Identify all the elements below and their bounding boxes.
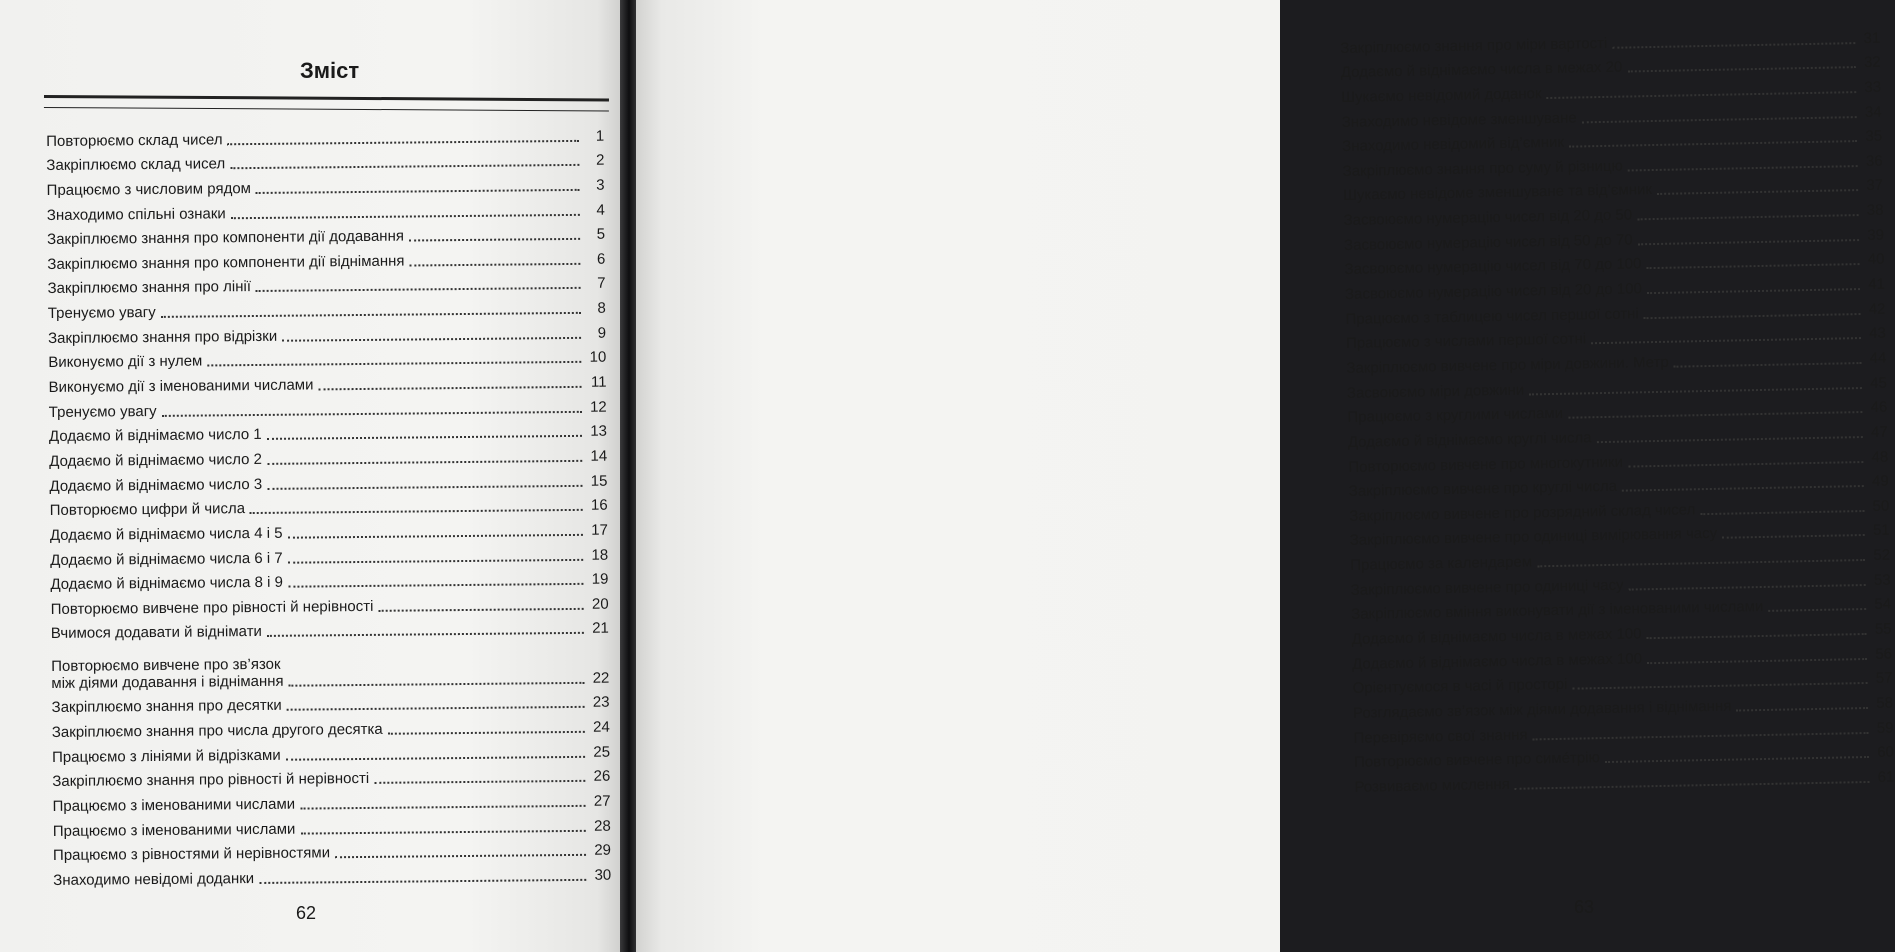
toc-entry-title: Закріплюємо вміння виконувати дії з іменованими числами: [1351, 598, 1764, 624]
toc-entry-page: 45: [1869, 374, 1887, 392]
toc-entry-page: 34: [1864, 103, 1882, 121]
dot-leader: [288, 583, 583, 588]
dot-leader: [1515, 781, 1870, 790]
toc-entry-title: Додаємо й віднімаємо числа в межах 100: [1351, 625, 1642, 648]
toc-entry-title: Закріплюємо вивчене про круглі числа: [1348, 477, 1618, 501]
toc-entry-title: Працюємо за календарем: [1350, 553, 1533, 574]
toc-entry-page: 26: [593, 767, 611, 786]
page-number-right: 63: [1574, 897, 1595, 917]
dot-leader: [409, 238, 580, 242]
toc-entry-title: Додаємо й віднімаємо число 3: [49, 475, 263, 495]
toc-entry-page: 56: [1875, 645, 1893, 663]
page-number-left: 62: [296, 903, 317, 923]
toc-entry-page: 12: [589, 398, 607, 416]
toc-entry-title: Орієнтуємося в часі й просторі: [1352, 676, 1568, 698]
toc-entry-page: 35: [1865, 127, 1883, 146]
toc-entry-title: Закріплюємо знання про компоненти дії віднімання: [47, 252, 405, 273]
left-page: [0, 0, 622, 952]
toc-entry-title: Закріплюємо вивчене про міри довжини. Метр: [1346, 353, 1669, 377]
toc-entry-title: Повторюємо вивчене про зв’язок між діями додавання і віднімання: [51, 655, 284, 692]
toc-entry-title: Виконуємо дії з нулем: [48, 352, 203, 372]
toc-entry-title: Засвоюємо нумерацію чисел від 50 до 70: [1343, 231, 1633, 254]
toc-entry-title: Закріплюємо знання про числа другого десятка: [51, 720, 383, 742]
dot-leader: [318, 386, 581, 391]
toc-entry-page: 54: [1874, 595, 1892, 614]
toc-entry-title: Працюємо з числами першої сотні: [1345, 330, 1587, 353]
toc-entry-title: Закріплюємо знання про десятки: [51, 697, 282, 717]
dot-leader: [378, 608, 583, 612]
dot-leader: [256, 287, 581, 292]
dot-leader: [1700, 510, 1864, 515]
toc-entry-title: Засвоюємо нумерацію чисел від 70 до 100: [1344, 255, 1642, 279]
toc-entry-page: 21: [592, 620, 609, 638]
toc-list-right: [1340, 22, 1895, 796]
toc-entry-page: 9: [597, 324, 607, 342]
toc-entry-page: 30: [594, 866, 612, 884]
toc-entry-page: 14: [590, 447, 608, 465]
toc-entry-page: 50: [1872, 497, 1890, 515]
toc-entry-title: Шукаємо невідомий доданок: [1341, 85, 1542, 106]
toc-entry-page: 2: [595, 151, 605, 170]
toc-entry-title: Перевіряємо свої знання: [1353, 726, 1528, 747]
toc-entry-page: 37: [1866, 177, 1884, 195]
dot-leader: [335, 854, 586, 858]
toc-entry-title: Закріплюємо знання про відрізки: [47, 327, 278, 347]
toc-entry: [51, 637, 609, 692]
dot-leader: [282, 337, 581, 342]
toc-entry-title: Закріплюємо вивчене про одиниці вимірювання часу: [1349, 525, 1718, 550]
toc-entry-page: 44: [1869, 349, 1887, 367]
dot-leader: [288, 558, 583, 563]
toc-entry-page: 32: [1863, 53, 1881, 72]
toc-entry-page: 20: [591, 595, 609, 613]
dot-leader: [410, 263, 581, 267]
toc-entry-title: Повторюємо вивчене про рівності й нерівності: [50, 597, 374, 618]
toc-entry-page: 46: [1870, 398, 1888, 417]
toc-entry-title: Працюємо з іменованими числами: [52, 820, 296, 840]
toc-entry-title: Знаходимо невідомий від’ємник: [1342, 133, 1565, 156]
toc-entry-page: 11: [590, 373, 607, 391]
toc-entry-page: 52: [1873, 546, 1891, 564]
toc-entry-page: 47: [1870, 423, 1888, 441]
dot-leader: [300, 805, 585, 810]
right-page: [636, 0, 1895, 952]
toc-entry-page: 17: [591, 521, 608, 539]
toc-entry-title: Додаємо й віднімаємо числа 6 і 7: [50, 549, 283, 569]
toc-entry-title: Закріплюємо вивчене про одиниці часу: [1350, 576, 1624, 599]
toc-entry-page: 42: [1868, 300, 1886, 318]
toc-title: Зміст: [300, 58, 360, 83]
toc-entry-page: 53: [1873, 571, 1891, 589]
toc-entry-page: 13: [590, 422, 608, 441]
toc-entry-page: 15: [590, 472, 608, 490]
toc-entry-title: Засвоюємо нумерацію чисел від 20 до 50: [1343, 206, 1633, 230]
toc-entry-page: 59: [1876, 719, 1894, 737]
toc-entry-page: 43: [1869, 324, 1887, 343]
toc-entry-page: 25: [593, 743, 611, 761]
toc-entry-title: Тренуємо увагу: [48, 402, 157, 421]
toc-entry-title: Повторюємо вивчене про симе́трію: [1353, 749, 1600, 772]
toc-entry-title: Повторюємо цифри й числа: [49, 500, 246, 520]
toc-entry-title: Додаємо й віднімаємо числа в межах 100: [1351, 649, 1643, 673]
toc-entry-title: Закріплюємо знання про лінії: [47, 278, 252, 298]
dot-leader: [287, 706, 585, 711]
toc-entry-page: 7: [597, 275, 606, 293]
toc-entry-page: 22: [592, 669, 610, 687]
toc-entry-title: Закріплюємо знання про компоненти дії додавання: [47, 227, 405, 249]
toc-entry-page: 58: [1876, 694, 1894, 712]
toc-entry-page: 6: [596, 250, 606, 268]
toc-entry-title: Засвоюємо нумерацію чисел від 20 до 100: [1344, 280, 1643, 303]
toc-entry-title: Працюємо з таблицею чисел першої сотні: [1345, 305, 1639, 328]
toc-entry-title: Виконуємо дії з іменованими числами: [48, 376, 314, 397]
dot-leader: [388, 731, 585, 735]
toc-entry-title: Додаємо й віднімаємо числа в межах 20: [1340, 58, 1623, 82]
toc-entry-title: Працюємо з рівностями й нерівностями: [52, 844, 331, 865]
toc-entry-title: Додаємо й віднімаємо числа 4 і 5: [49, 524, 283, 544]
toc-entry-title: Закріплюємо знання про суму й різницю: [1342, 157, 1623, 180]
toc-entry-page: 40: [1867, 250, 1885, 269]
dot-leader: [289, 682, 585, 687]
toc-entry-page: 18: [591, 546, 609, 564]
toc-entry-title: Шукаємо невідоме зменшуване та від’ємник: [1342, 181, 1653, 205]
toc-entry-title: Знаходимо невідомі доданки: [53, 869, 255, 889]
dot-leader: [1736, 707, 1868, 712]
toc-entry-page: 57: [1875, 669, 1893, 688]
toc-entry-title: Розглядаємо зв’язок між діями додавання і віднімання: [1352, 697, 1732, 722]
dot-leader: [267, 435, 582, 440]
toc-entry-title: Працюємо з лініями й відрізками: [51, 746, 281, 766]
dot-leader: [374, 780, 585, 784]
toc-entry-page: 60: [1877, 743, 1895, 762]
toc-entry-title: Закріплюємо знання про рівності й нерівності: [52, 770, 370, 791]
toc-entry-page: 4: [596, 201, 605, 219]
dot-leader: [300, 829, 585, 834]
dot-leader: [250, 509, 583, 514]
toc-entry-page: 33: [1864, 78, 1882, 96]
toc-entry-title: Додаємо й віднімаємо числа 8 і 9: [50, 573, 284, 594]
toc-entry-page: 61: [1877, 768, 1895, 786]
toc-entry-title: Додаємо й віднімаємо круглі числа: [1347, 429, 1592, 451]
toc-entry-page: 38: [1866, 201, 1884, 220]
toc-entry-page: 19: [591, 570, 609, 588]
toc-entry-title: Знаходимо невідоме зменшуване: [1341, 109, 1577, 131]
toc-entry-page: 36: [1865, 152, 1883, 170]
toc-entry-title: Працюємо з круглими числами: [1347, 405, 1564, 427]
toc-entry-page: 3: [596, 176, 605, 194]
toc-entry-page: 5: [596, 225, 606, 243]
toc-entry-page: 1: [595, 127, 605, 145]
toc-entry-title: Закріплюємо склад чисел: [46, 155, 226, 175]
toc-entry-page: 27: [593, 792, 611, 810]
toc-entry-title: Додаємо й віднімаємо число 2: [49, 450, 263, 470]
dot-leader: [259, 879, 586, 884]
toc-entry-page: 41: [1868, 275, 1886, 293]
toc-entry-page: 24: [593, 718, 610, 736]
dot-leader: [267, 460, 582, 465]
dot-leader: [1768, 608, 1866, 612]
toc-entry-page: 8: [597, 299, 606, 317]
toc-entry-page: 10: [589, 349, 607, 367]
toc-entry-title: Вчимося додавати й віднімати: [50, 623, 262, 643]
toc-entry-page: 29: [594, 841, 612, 860]
toc-entry-title: Засвоюємо міри довжини: [1346, 381, 1525, 402]
toc-entry-page: 28: [593, 817, 611, 835]
toc-entry-title: Повторюємо склад чисел: [46, 130, 223, 150]
toc-entry-page: 51: [1872, 521, 1890, 540]
toc-entry-page: 48: [1871, 448, 1889, 466]
toc-entry-page: 39: [1867, 226, 1885, 244]
toc-entry-page: 49: [1871, 472, 1889, 491]
title-rule: [44, 95, 609, 111]
dot-leader: [256, 189, 580, 194]
dot-leader: [267, 484, 582, 489]
toc-entry-title: Тренуємо увагу: [47, 304, 156, 323]
dot-leader: [286, 756, 585, 761]
dot-leader: [288, 534, 583, 539]
toc-entry-title: Розвиваємо мислення: [1354, 775, 1510, 796]
toc-entry-title: Знаходимо спільні ознаки: [46, 204, 226, 224]
toc-entry-title: Працюємо з іменованими числами: [52, 795, 296, 815]
toc-entry-page: 16: [590, 496, 608, 515]
toc-entry-page: 31: [1863, 29, 1881, 47]
toc-list-left: [46, 120, 611, 889]
toc-entry-title: Закріплюємо знання про міри вартості: [1340, 34, 1608, 57]
toc-entry-title: Закріплюємо вивчене про розрядний склад чисел: [1349, 501, 1696, 525]
toc-entry-title: Додаємо й віднімаємо число 1: [48, 426, 262, 446]
toc-entry-title: Повторюємо вивчене про многокутники: [1348, 453, 1624, 476]
toc-entry-page: 55: [1874, 620, 1892, 638]
toc-entry-title: Працюємо з числовим рядом: [46, 179, 252, 199]
dot-leader: [1722, 534, 1865, 539]
toc-entry-page: 23: [592, 694, 610, 712]
dot-leader: [267, 632, 584, 637]
